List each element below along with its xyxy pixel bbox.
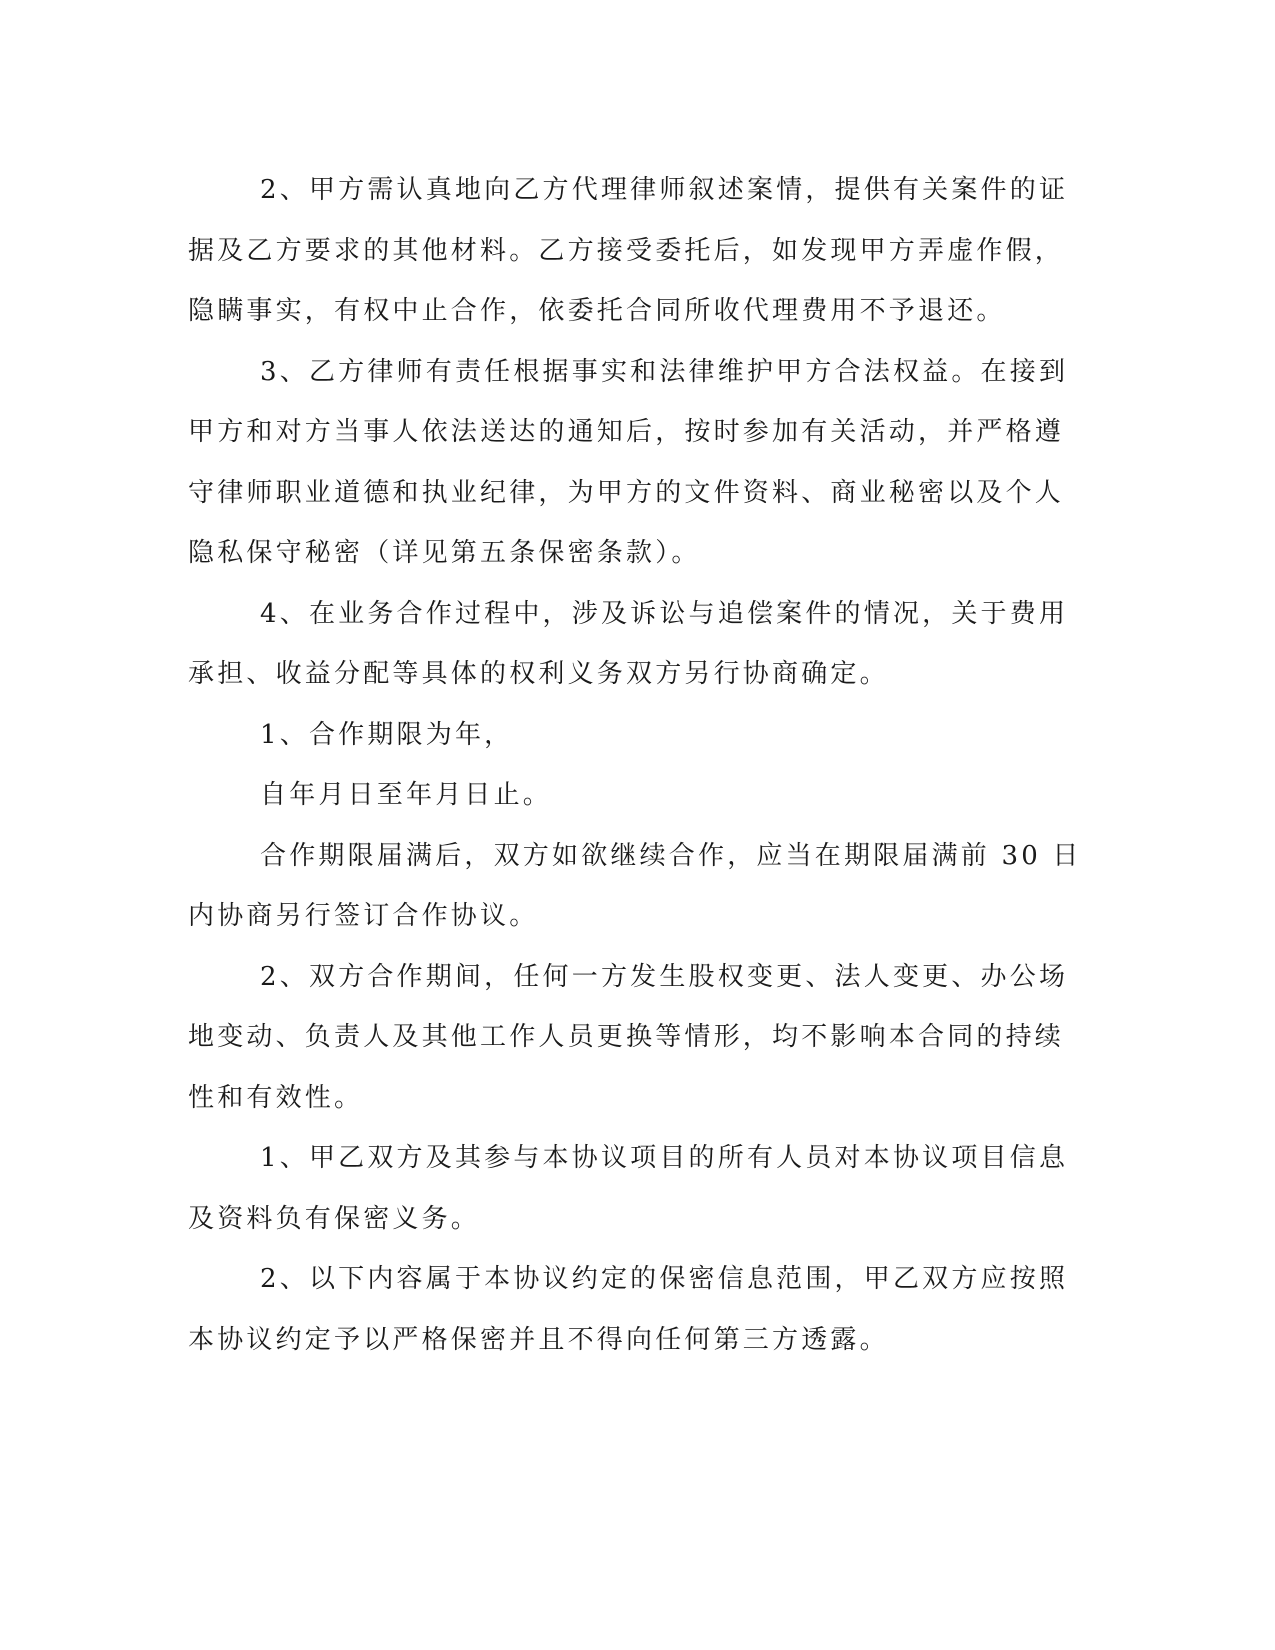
text-line: 内协商另行签订合作协议。 [188, 901, 539, 931]
paragraph-lawyer-materials [188, 160, 1069, 342]
text-line: 性和有效性。 [188, 1082, 364, 1113]
text-line: 2、双方合作期间，任何一方发生股权变更、法人变更、办公场 [260, 961, 1069, 992]
paragraph-cooperation-term [188, 705, 1058, 766]
paragraph-contract-continuity [188, 947, 1069, 1129]
text-line: 3、乙方律师有责任根据事实和法律维护甲方合法权益。在接到 [260, 356, 1069, 387]
paragraph-confidentiality-obligation [188, 1128, 1069, 1249]
text-line: 1、甲乙双方及其参与本协议项目的所有人员对本协议项目信息 [260, 1143, 1069, 1173]
text-line: 地变动、负责人及其他工作人员更换等情形，均不影响本合同的持续 [188, 1022, 1065, 1052]
text-line: 隐私保守秘密（详见第五条保密条款）。 [188, 538, 701, 568]
text-line: 承担、收益分配等具体的权利义务双方另行协商确定。 [188, 659, 889, 689]
paragraph-litigation-costs [188, 584, 1069, 705]
text-line: 合作期限届满后，双方如欲继续合作，应当在期限届满前 30 日 [260, 840, 1082, 871]
paragraph-lawyer-duties [188, 342, 1069, 584]
text-line: 甲方和对方当事人依法送达的通知后，按时参加有关活动，并严格遵 [188, 417, 1065, 447]
text-line: 本协议约定予以严格保密并且不得向任何第三方透露。 [188, 1324, 889, 1355]
text-line: 隐瞒事实，有权中止合作，依委托合同所收代理费用不予退还。 [188, 296, 1006, 326]
text-line: 4、在业务合作过程中，涉及诉讼与追偿案件的情况，关于费用 [260, 598, 1069, 629]
text-line: 自年月日至年月日止。 [260, 780, 553, 810]
paragraph-confidentiality-scope [188, 1249, 1069, 1370]
text-line: 据及乙方要求的其他材料。乙方接受委托后，如发现甲方弄虚作假， [188, 235, 1065, 266]
paragraph-term-dates [188, 765, 1058, 826]
text-line: 守律师职业道德和执业纪律，为甲方的文件资料、商业秘密以及个人 [188, 477, 1065, 508]
text-line: 2、以下内容属于本协议约定的保密信息范围，甲乙双方应按照 [260, 1264, 1069, 1294]
text-line: 2、甲方需认真地向乙方代理律师叙述案情，提供有关案件的证 [260, 175, 1069, 205]
paragraph-term-renewal [188, 826, 1082, 947]
text-line: 1、合作期限为年， [260, 719, 514, 750]
text-line: 及资料负有保密义务。 [188, 1203, 481, 1234]
document-body [188, 160, 1082, 1370]
